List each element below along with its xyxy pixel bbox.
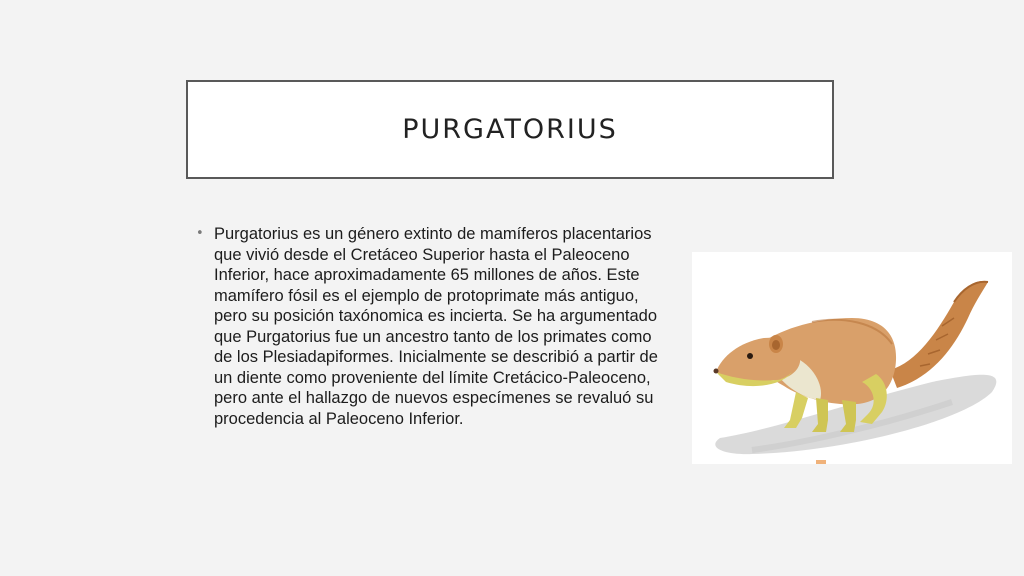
- purgatorius-image: [692, 252, 1012, 464]
- purgatorius-illustration-icon: [692, 252, 1012, 464]
- title-box: [186, 80, 834, 179]
- slide-title: PURGATORIUS: [402, 114, 618, 145]
- bullet-icon: •: [196, 226, 204, 241]
- bullet-text: Purgatorius es un género extinto de mamíferos placentarios que vivió desde el Cretáceo Superior hasta el Paleoceno Inferior, hace aproximadamente 65 millones de años. Este mamífero fósil es el ejemplo de protoprimate más antiguo, pero su posición taxónomica es incierta. Se ha argumentado que Purgatorius fue un ancestro tanto de los primates como de los Plesiadapiformes. Inicialmente se describió a partir de un diente como proveniente del límite Cretácico-Paleoceno, pero ante el hallazgo de nuevos especímenes se revaluó su procedencia al Paleoceno Inferior.: [214, 225, 658, 428]
- bullet-item: [196, 224, 666, 429]
- content-area: [196, 224, 666, 429]
